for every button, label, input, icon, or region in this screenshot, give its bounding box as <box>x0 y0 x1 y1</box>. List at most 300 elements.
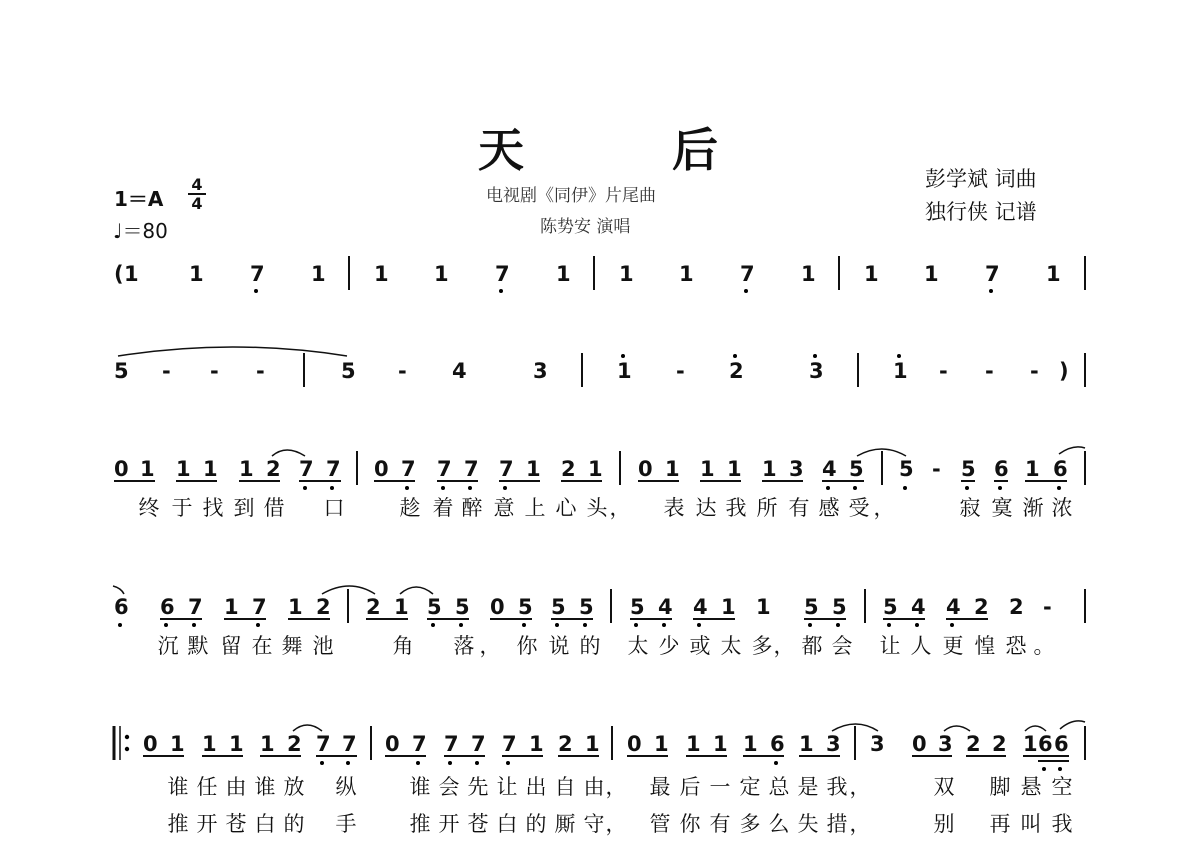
note: 1 <box>124 262 139 286</box>
lyric-char: 有 <box>709 812 731 836</box>
repeat-dot <box>125 735 129 739</box>
lyric-char: 终 <box>138 496 160 520</box>
low-dot <box>448 761 452 765</box>
lyric-char: 多 <box>739 812 761 836</box>
low-dot <box>950 623 954 627</box>
key-label: 1＝A <box>114 187 164 211</box>
note: 4 <box>693 595 708 619</box>
low-dot <box>254 289 258 293</box>
note: 2 <box>366 595 381 619</box>
lyric-char: 所 <box>756 496 778 520</box>
lyric-char: 上 <box>524 496 546 520</box>
note: 1 <box>394 595 409 619</box>
lyric-char: 留 <box>220 634 242 658</box>
note: 4 <box>658 595 673 619</box>
note: 0 <box>912 732 927 756</box>
lyric-char: 由 <box>225 775 247 799</box>
note: 7 <box>444 732 459 756</box>
note: 7 <box>437 457 452 481</box>
note: 5 <box>427 595 442 619</box>
lyric-char: 都 <box>801 634 823 658</box>
lyric-char: 推 <box>409 812 431 836</box>
note: 4 <box>946 595 961 619</box>
lyric-char: 人 <box>910 634 932 658</box>
lyric-char: 管 <box>649 812 671 836</box>
tempo-value: ＝80 <box>122 219 168 243</box>
low-dot <box>989 289 993 293</box>
lyric-punct: ， <box>849 812 871 836</box>
note: 2 <box>287 732 302 756</box>
lyric-char: 守 <box>583 812 605 836</box>
lyric-punct: ， <box>605 775 627 799</box>
lyric-char: 白 <box>254 812 276 836</box>
note: 5 <box>341 359 356 383</box>
lyric-char: 最 <box>649 775 671 799</box>
note: 2 <box>729 359 744 383</box>
note: 1 <box>801 262 816 286</box>
staff-line-4 <box>113 586 1085 627</box>
low-dot <box>697 623 701 627</box>
note: 1 <box>864 262 879 286</box>
low-dot <box>887 623 891 627</box>
note: 7 <box>316 732 331 756</box>
lyric-char: 叫 <box>1020 812 1042 836</box>
low-dot <box>468 486 472 490</box>
note: 5 <box>883 595 898 619</box>
low-dot <box>1042 767 1046 771</box>
dash: - <box>210 359 219 383</box>
lyric-punct: ， <box>609 496 631 520</box>
lyric-char: 谁 <box>254 775 276 799</box>
lyrics-line-4 <box>158 634 1055 659</box>
note: 2 <box>561 457 576 481</box>
lyric-punct: ， <box>605 812 627 836</box>
note: 5 <box>832 595 847 619</box>
note: 1 <box>1023 732 1038 756</box>
lyric-char: 先 <box>467 775 489 799</box>
lyric-char: 感 <box>818 496 840 520</box>
lyric-char: 在 <box>251 634 273 658</box>
note: 3 <box>789 457 804 481</box>
lyric-char: 开 <box>196 812 218 836</box>
low-dot <box>522 623 526 627</box>
lyric-char: 少 <box>658 634 680 658</box>
lyric-char: 会 <box>438 775 460 799</box>
lyric-char: 落 <box>453 634 475 658</box>
lyric-punct: ， <box>479 634 501 658</box>
lyric-char: 失 <box>797 812 819 836</box>
note: 1 <box>140 457 155 481</box>
low-dot <box>405 486 409 490</box>
lyric-char: 醉 <box>461 496 483 520</box>
lyric-char: 双 <box>933 775 955 799</box>
note: 1 <box>556 262 571 286</box>
lyric-char: 趁 <box>399 496 421 520</box>
note: 1 <box>239 457 254 481</box>
low-dot <box>744 289 748 293</box>
staff-line-5 <box>114 721 1085 771</box>
note: 1 <box>229 732 244 756</box>
note: 1 <box>893 359 908 383</box>
lyric-char: 寂 <box>959 496 981 520</box>
note: 5 <box>961 457 976 481</box>
dash: - <box>1030 359 1039 383</box>
low-dot <box>808 623 812 627</box>
note: 6 <box>1054 732 1069 756</box>
lyric-char: 寞 <box>991 496 1013 520</box>
lyric-char: 舞 <box>281 634 303 658</box>
lyric-char: 苍 <box>225 812 247 836</box>
note: 7 <box>326 457 341 481</box>
note: 7 <box>188 595 203 619</box>
lyrics-line-5a <box>168 775 1073 800</box>
lyric-char: 会 <box>831 634 853 658</box>
lyric-char: 沉 <box>157 634 179 658</box>
lyric-char: 你 <box>516 634 538 658</box>
note: 4 <box>452 359 467 383</box>
note: 7 <box>401 457 416 481</box>
lyric-char: 找 <box>202 496 224 520</box>
low-dot <box>903 486 907 490</box>
tie <box>118 347 347 356</box>
note: 1 <box>679 262 694 286</box>
dash: - <box>1043 595 1052 619</box>
note: 6 <box>770 732 785 756</box>
note: 3 <box>533 359 548 383</box>
note: 0 <box>114 457 129 481</box>
note: 7 <box>464 457 479 481</box>
lyric-punct: ， <box>873 496 895 520</box>
lyric-char: 推 <box>167 812 189 836</box>
high-dot <box>733 354 737 358</box>
note: 1 <box>176 457 191 481</box>
lyric-char: 开 <box>438 812 460 836</box>
lyric-char: 厮 <box>554 812 576 836</box>
note: 6 <box>1038 732 1053 756</box>
lyric-char: 达 <box>695 496 717 520</box>
lyric-char: 多 <box>751 634 773 658</box>
dash: - <box>398 359 407 383</box>
lyric-char: 让 <box>496 775 518 799</box>
low-dot <box>1058 767 1062 771</box>
note: 1 <box>203 457 218 481</box>
lyric-char: 池 <box>312 634 334 658</box>
low-dot <box>459 623 463 627</box>
lyric-char: 脚 <box>989 775 1011 799</box>
note: 5 <box>518 595 533 619</box>
note: 7 <box>250 262 265 286</box>
lyric-char: 我 <box>826 775 848 799</box>
staff-line-1 <box>114 256 1085 293</box>
note: 5 <box>455 595 470 619</box>
note: 6 <box>114 595 129 619</box>
low-dot <box>555 623 559 627</box>
note: 5 <box>579 595 594 619</box>
low-dot <box>475 761 479 765</box>
lyric-char: 是 <box>797 775 819 799</box>
lyric-char: 浓 <box>1051 496 1073 520</box>
note: 1 <box>721 595 736 619</box>
low-dot <box>192 623 196 627</box>
note: 2 <box>992 732 1007 756</box>
note: 7 <box>471 732 486 756</box>
time-signature-top: 4 <box>191 175 203 194</box>
lyrics-line-5b <box>168 812 1073 837</box>
note: 6 <box>1053 457 1068 481</box>
tie <box>1059 447 1085 454</box>
lyric-char: 手 <box>335 812 357 836</box>
note: 1 <box>526 457 541 481</box>
note: 0 <box>638 457 653 481</box>
lyric-char: 让 <box>879 634 901 658</box>
note: 1 <box>665 457 680 481</box>
note: 0 <box>143 732 158 756</box>
note: 5 <box>630 595 645 619</box>
low-dot <box>774 761 778 765</box>
note: 2 <box>974 595 989 619</box>
lyric-char: 后 <box>679 775 701 799</box>
staff-line-2 <box>114 347 1085 387</box>
lyric-char: 总 <box>768 775 790 799</box>
note: 3 <box>826 732 841 756</box>
lyric-punct: ， <box>849 775 871 799</box>
note: 1 <box>529 732 544 756</box>
lyric-char: 默 <box>187 634 209 658</box>
high-dot <box>621 354 625 358</box>
low-dot <box>506 761 510 765</box>
low-dot <box>503 486 507 490</box>
note: 1 <box>374 262 389 286</box>
low-dot <box>256 623 260 627</box>
note: 3 <box>809 359 824 383</box>
lyric-char: 一 <box>709 775 731 799</box>
high-dot <box>813 354 817 358</box>
lyric-char: 悬 <box>1020 775 1042 799</box>
tie <box>944 726 970 731</box>
lyric-char: 放 <box>283 775 305 799</box>
low-dot <box>499 289 503 293</box>
tie <box>272 450 305 456</box>
lyric-char: 表 <box>663 496 685 520</box>
lyric-char: 别 <box>933 812 955 836</box>
low-dot <box>320 761 324 765</box>
note: 7 <box>299 457 314 481</box>
note: 7 <box>499 457 514 481</box>
low-dot <box>915 623 919 627</box>
note: 1 <box>713 732 728 756</box>
lyric-char: 或 <box>689 634 711 658</box>
repeat-dot <box>125 747 129 751</box>
note: 1 <box>202 732 217 756</box>
low-dot <box>118 623 122 627</box>
dash: - <box>985 359 994 383</box>
note: 5 <box>551 595 566 619</box>
note: 4 <box>822 457 837 481</box>
note: 2 <box>558 732 573 756</box>
note: 7 <box>985 262 1000 286</box>
lyric-char: 口 <box>323 496 345 520</box>
low-dot <box>662 623 666 627</box>
note: 2 <box>266 457 281 481</box>
dash: - <box>676 359 685 383</box>
lyric-char: 纵 <box>335 775 357 799</box>
note: 1 <box>434 262 449 286</box>
note: 1 <box>617 359 632 383</box>
performer: 陈势安 演唱 <box>540 217 631 237</box>
note: 2 <box>1009 595 1024 619</box>
time-signature-bottom: 4 <box>191 194 203 213</box>
title-char-1: 天 <box>478 123 524 177</box>
quarter-note-icon: ♩ <box>113 219 123 243</box>
lyric-char: 谁 <box>409 775 431 799</box>
transcriber-credit: 独行侠 记谱 <box>925 200 1037 224</box>
low-dot <box>998 486 1002 490</box>
lyric-char: 措 <box>826 812 848 836</box>
lyric-char: 的 <box>579 634 601 658</box>
low-dot <box>346 761 350 765</box>
note: 7 <box>502 732 517 756</box>
note: 5 <box>804 595 819 619</box>
lyric-char: 更 <box>942 634 964 658</box>
note: 7 <box>740 262 755 286</box>
staff-line-3 <box>114 447 1085 490</box>
note: 0 <box>627 732 642 756</box>
lyric-char: 心 <box>555 496 577 520</box>
lyric-punct: ， <box>773 634 795 658</box>
note: 1 <box>170 732 185 756</box>
lyric-char: 我 <box>1051 812 1073 836</box>
lyric-punct: 。 <box>1033 634 1055 658</box>
low-dot <box>1057 486 1061 490</box>
low-dot <box>431 623 435 627</box>
lyric-char: 说 <box>548 634 570 658</box>
lyric-char: 借 <box>263 496 285 520</box>
note: 1 <box>619 262 634 286</box>
note: 5 <box>114 359 129 383</box>
note: 1 <box>799 732 814 756</box>
note: 2 <box>966 732 981 756</box>
note: 1 <box>756 595 771 619</box>
lyric-char: 苍 <box>467 812 489 836</box>
lyric-char: 着 <box>432 496 454 520</box>
lyric-char: 渐 <box>1022 496 1044 520</box>
lyric-char: 太 <box>720 634 742 658</box>
lyric-char: 恐 <box>1005 634 1027 658</box>
tie <box>1060 721 1085 729</box>
dash: - <box>932 457 941 481</box>
note: 0 <box>490 595 505 619</box>
note: 5 <box>899 457 914 481</box>
low-dot <box>583 623 587 627</box>
note: 1 <box>311 262 326 286</box>
tie <box>113 586 124 594</box>
note: 1 <box>727 457 742 481</box>
subtitle: 电视剧《同伊》片尾曲 <box>486 186 656 206</box>
paren-open: ( <box>114 262 124 286</box>
lyric-char: 谁 <box>167 775 189 799</box>
low-dot <box>416 761 420 765</box>
note: 5 <box>849 457 864 481</box>
low-dot <box>826 486 830 490</box>
note: 1 <box>686 732 701 756</box>
note: 2 <box>316 595 331 619</box>
lyric-char: 受 <box>848 496 870 520</box>
note: 7 <box>412 732 427 756</box>
lyric-char: 太 <box>627 634 649 658</box>
note: 1 <box>260 732 275 756</box>
note: 0 <box>385 732 400 756</box>
lyric-char: 再 <box>989 812 1011 836</box>
lyric-char: 白 <box>496 812 518 836</box>
lyric-char: 头 <box>586 496 608 520</box>
note: 1 <box>585 732 600 756</box>
dash: - <box>256 359 265 383</box>
low-dot <box>441 486 445 490</box>
note: 1 <box>189 262 204 286</box>
note: 1 <box>700 457 715 481</box>
low-dot <box>164 623 168 627</box>
lyric-char: 有 <box>788 496 810 520</box>
note: 7 <box>342 732 357 756</box>
low-dot <box>836 623 840 627</box>
note: 1 <box>1025 457 1040 481</box>
lyric-char: 任 <box>196 775 218 799</box>
note: 1 <box>224 595 239 619</box>
low-dot <box>303 486 307 490</box>
note: 7 <box>495 262 510 286</box>
tie <box>400 587 433 594</box>
lyric-char: 于 <box>171 496 193 520</box>
low-dot <box>965 486 969 490</box>
lyric-char: 自 <box>554 775 576 799</box>
tie <box>1025 726 1046 731</box>
note: 3 <box>938 732 953 756</box>
note: 1 <box>762 457 777 481</box>
tie <box>293 725 322 731</box>
lyric-char: 的 <box>525 812 547 836</box>
lyric-char: 角 <box>392 634 414 658</box>
lyric-char: 由 <box>583 775 605 799</box>
low-dot <box>330 486 334 490</box>
lyric-char: 到 <box>233 496 255 520</box>
lyric-char: 定 <box>739 775 761 799</box>
lyric-char: 出 <box>525 775 547 799</box>
lyric-char: 么 <box>768 812 790 836</box>
note: 1 <box>588 457 603 481</box>
lyric-char: 的 <box>283 812 305 836</box>
low-dot <box>853 486 857 490</box>
low-dot <box>634 623 638 627</box>
note: 1 <box>924 262 939 286</box>
note: 1 <box>654 732 669 756</box>
lyric-char: 意 <box>493 496 515 520</box>
lyrics-line-3 <box>139 496 1073 521</box>
note: 1 <box>288 595 303 619</box>
note: 1 <box>1046 262 1061 286</box>
dash: - <box>162 359 171 383</box>
lyric-char: 惶 <box>974 634 996 658</box>
note: 4 <box>911 595 926 619</box>
note: 6 <box>994 457 1009 481</box>
high-dot <box>897 354 901 358</box>
title-char-2: 后 <box>672 123 718 177</box>
note: 1 <box>743 732 758 756</box>
note: 3 <box>870 732 885 756</box>
lyric-char: 你 <box>679 812 701 836</box>
dash: - <box>939 359 948 383</box>
note: 7 <box>252 595 267 619</box>
note: 0 <box>374 457 389 481</box>
